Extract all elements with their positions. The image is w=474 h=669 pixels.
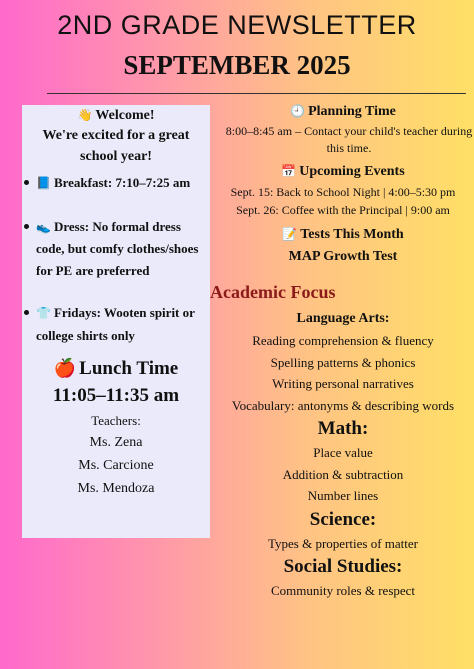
fridays-text: Fridays: Wooten spirit or college shirts only xyxy=(36,305,195,343)
event-item: Sept. 15: Back to School Night | 4:00–5:30 pm xyxy=(230,185,456,199)
info-list xyxy=(36,172,208,346)
lunch-heading xyxy=(24,358,208,380)
info-sidebar xyxy=(22,105,210,538)
lunch-title: Lunch Time xyxy=(79,358,179,379)
subjects-section xyxy=(212,308,474,602)
newsletter-subtitle: SEPTEMBER 2025 xyxy=(123,50,351,80)
tests-title: Tests This Month xyxy=(300,227,404,242)
apple-icon: 🍎 xyxy=(53,358,77,378)
header-divider xyxy=(47,93,466,94)
dress-text: Dress: No formal dress code, but comfy clothes/shoes for PE are preferred xyxy=(36,218,199,278)
list-item xyxy=(36,172,208,195)
newsletter-title: 2ND GRADE NEWSLETTER xyxy=(57,10,417,40)
list-item: Vocabulary: antonyms & describing words xyxy=(231,397,455,413)
event-item: Sept. 26: Coffee with the Principal | 9:00 am xyxy=(236,203,450,217)
waving-hand-icon: 👋 xyxy=(77,108,93,122)
lunch-time: 11:05–11:35 am xyxy=(52,385,180,406)
list-item xyxy=(36,216,208,282)
right-column xyxy=(212,100,474,268)
welcome-text: We're excited for a great school year! xyxy=(42,128,190,164)
tests-text: MAP Growth Test xyxy=(288,249,398,264)
planning-title: Planning Time xyxy=(308,104,396,119)
notebook-icon: 📘 xyxy=(36,176,51,190)
list-item: Addition & subtraction xyxy=(282,466,404,482)
list-item xyxy=(36,302,208,346)
academic-focus-heading: Academic Focus xyxy=(210,282,336,302)
sneaker-icon: 👟 xyxy=(36,219,51,234)
teachers-label: Teachers: xyxy=(91,413,141,428)
events-heading xyxy=(212,160,474,183)
teachers-list xyxy=(36,431,208,500)
breakfast-text: Breakfast: 7:10–7:25 am xyxy=(53,175,191,190)
social-studies-heading: Social Studies: xyxy=(283,556,403,577)
list-item: Types & properties of matter xyxy=(268,535,418,551)
teacher-item: Ms. Zena xyxy=(24,431,208,454)
events-title: Upcoming Events xyxy=(299,164,405,179)
list-item: Reading comprehension & fluency xyxy=(252,333,434,348)
list-item: Place value xyxy=(313,445,373,460)
clock-icon: 🕘 xyxy=(290,104,306,118)
teacher-item: Ms. Mendoza xyxy=(24,477,208,500)
tests-heading xyxy=(212,223,474,246)
list-item: Writing personal narratives xyxy=(272,376,414,391)
math-heading: Math: xyxy=(317,418,369,439)
teacher-item: Ms. Carcione xyxy=(24,454,208,477)
welcome-title: Welcome! xyxy=(95,108,155,123)
list-item: Community roles & respect xyxy=(270,583,416,598)
planning-text: 8:00–8:45 am – Contact your child's teacher during this time. xyxy=(225,124,473,155)
shirt-icon: 👕 xyxy=(36,306,51,320)
list-item: Spelling patterns & phonics xyxy=(270,354,416,370)
welcome-heading xyxy=(24,106,208,125)
list-item: Number lines xyxy=(307,488,379,503)
calendar-icon: 📅 xyxy=(281,164,297,178)
planning-heading xyxy=(212,100,474,123)
memo-icon: 📝 xyxy=(282,227,298,241)
language-arts-heading: Language Arts: xyxy=(296,311,390,326)
science-heading: Science: xyxy=(309,508,377,530)
